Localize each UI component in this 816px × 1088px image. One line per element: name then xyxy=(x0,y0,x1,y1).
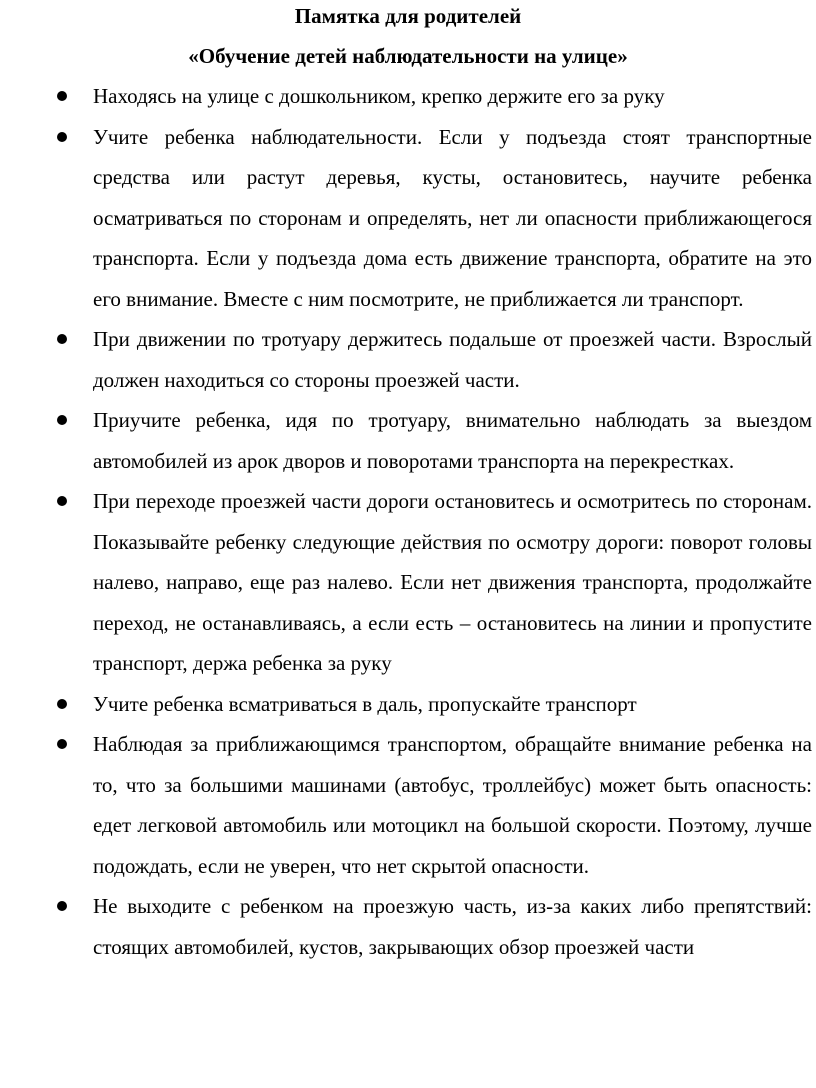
memo-list xyxy=(0,76,816,967)
list-item-text: При движении по тротуару держитесь подальше от проезжей части. Взрослый должен находиться со стороны проезжей части. xyxy=(93,327,812,392)
bullet-icon xyxy=(57,739,67,749)
list-item xyxy=(0,76,816,117)
bullet-icon xyxy=(57,415,67,425)
list-item-text: Учите ребенка всматриваться в даль, пропускайте транспорт xyxy=(93,691,637,716)
list-item-text: Находясь на улице с дошкольником, крепко держите его за руку xyxy=(93,84,665,108)
list-item xyxy=(0,886,816,967)
bullet-icon xyxy=(57,132,67,142)
list-item-text: Учите ребенка наблюдательности. Если у подъезда стоят транспортные средства или растут деревья, кусты, остановитесь, научите ребенка осматриваться по сторонам и определять, нет ли опасности приближающегося транспорта. Если у подъезда дома есть движение транспорта, обратите на это его внимание. Вместе с ним посмотрите, не приближается ли транспорт. xyxy=(93,124,812,311)
list-item xyxy=(0,319,816,400)
bullet-icon xyxy=(57,334,67,344)
list-item xyxy=(0,400,816,481)
list-item-text: При переходе проезжей части дороги остановитесь и осмотритесь по сторонам. Показывайте ребенку следующие действия по осмотру дороги: поворот головы налево, направо, еще раз налево. Если нет движения транспорта, продолжайте переход, не останавливаясь, а если есть – остановитесь на линии и пропустите транспорт, держа ребенка за руку xyxy=(93,489,812,675)
list-item-text: Наблюдая за приближающимся транспортом, обращайте внимание ребенка на то, что за большими машинами (автобус, троллейбус) может быть опасность: едет легковой автомобиль или мотоцикл на большой скорости. Поэтому, лучше подождать, если не уверен, что нет скрытой опасности. xyxy=(93,732,812,878)
list-item xyxy=(0,684,816,725)
list-item xyxy=(0,724,816,886)
list-item xyxy=(0,481,816,684)
list-item-text: Не выходите с ребенком на проезжую часть, из-за каких либо препятствий: стоящих автомобилей, кустов, закрывающих обзор проезжей части xyxy=(93,894,812,959)
bullet-icon xyxy=(57,901,67,911)
bullet-icon xyxy=(57,91,67,101)
list-item xyxy=(0,117,816,320)
document-subtitle: «Обучение детей наблюдательности на улице» xyxy=(188,44,628,68)
document-title: Памятка для родителей xyxy=(294,4,522,28)
bullet-icon xyxy=(57,496,67,506)
list-item-text: Приучите ребенка, идя по тротуару, внимательно наблюдать за выездом автомобилей из арок дворов и поворотами транспорта на перекрестках. xyxy=(93,408,812,473)
bullet-icon xyxy=(57,699,67,709)
